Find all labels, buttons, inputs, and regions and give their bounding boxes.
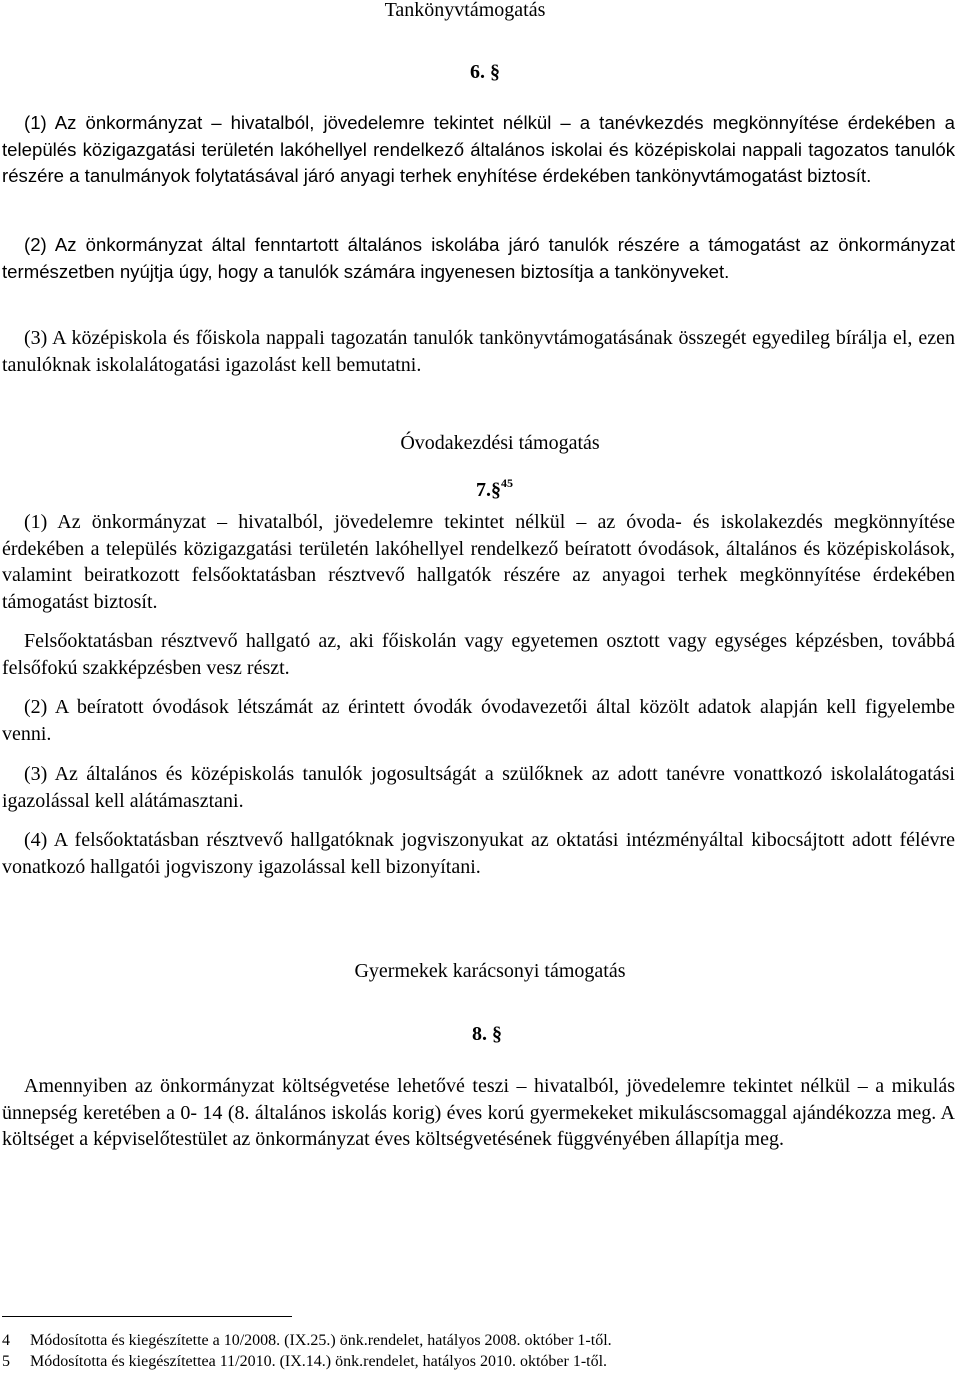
section-8-heading (472, 1021, 502, 1047)
footnote-divider (2, 1316, 292, 1317)
section-6-paragraph-1 (2, 110, 955, 190)
footnote-5 (2, 1352, 607, 1372)
section-7-paragraph-3 (2, 761, 955, 814)
section-number: 8. (472, 1023, 487, 1045)
footnote-text: Módosította és kiegészítette a 10/2008. (IX.25.) önk.rendelet, hatályos 2008. október 1-től. (30, 1332, 612, 1349)
paragraph-text: (3) A középiskola és főiskola nappali tagozatán tanulók tankönyvtámogatásának összegét egyedileg bírálja el, ezen tanulóknak iskolalátogatási igazolást kell bemutatni. (2, 327, 955, 376)
section-sign: § (491, 479, 501, 501)
paragraph-text: (2) Az önkormányzat által fenntartott általános iskolába járó tanulók részére a támogatást az önkormányzat természetben nyújtja úgy, hogy a tanulók számára ingyenesen biztosítja a tankönyveket. (2, 234, 955, 282)
section-7-paragraph-4 (2, 827, 955, 880)
heading-gyermekek-karacsonyi-tamogatas: Gyermekek karácsonyi támogatás (354, 960, 626, 982)
paragraph-text: (1) Az önkormányzat – hivatalból, jövedelemre tekintet nélkül – a tanévkezdés megkönnyítése érdekében a település közigazgatási területén lakóhellyel rendelkező általános iskolai és középiskolai nappali tagozatos tanulók részére a tanulmányok folytatásával járó anyagi terhek enyhítése érdekében tankönyvtámogatást biztosít. (2, 112, 955, 186)
section-7-paragraph-1b (2, 628, 955, 681)
paragraph-text: (3) Az általános és középiskolás tanulók jogosultságát a szülőknek az adott tanévre vonattkozó iskolalátogatási igazolással kell alátámasztani. (2, 763, 955, 812)
footnote-text: Módosította és kiegészítettea 11/2010. (IX.14.) önk.rendelet, hatályos 2010. október 1-től. (30, 1353, 608, 1370)
section-7-paragraph-2 (2, 694, 955, 747)
paragraph-text: Amennyiben az önkormányzat költségvetése lehetővé teszi – hivatalból, jövedelemre tekintet nélkül – a mikulás ünnepség keretében a 0- 14 (8. általános iskolás korig) éves korú gyermekeket mikuláscsomaggal ajándékozza meg. A költséget a képviselőtestület az önkormányzat éves költségvetésének függvényében állapítja meg. (2, 1075, 955, 1150)
footnote-ref: 45 (501, 476, 513, 490)
section-sign: § (492, 1023, 502, 1045)
section-number: 6. (470, 61, 485, 83)
section-6-heading (470, 59, 500, 85)
paragraph-text: (4) A felsőoktatásban résztvevő hallgatóknak jogviszonyukat az oktatási intézményáltal kibocsájtott adott félévre vonatkozó hallgatói jogviszony igazolással kell bizonyítani. (2, 829, 955, 878)
paragraph-text: Felsőoktatásban résztvevő hallgató az, aki főiskolán vagy egyetemen osztott vagy egységes képzésben, továbbá felsőfokú szakképzésben vesz részt. (2, 630, 955, 679)
section-6-paragraph-2 (2, 232, 955, 285)
section-6-paragraph-3 (2, 325, 955, 378)
section-7-paragraph-1 (2, 509, 955, 615)
paragraph-text: (1) Az önkormányzat – hivatalból, jövedelemre tekintet nélkül – az óvoda- és iskolakezdés megkönnyítése érdekében a település közigazgatási területén lakóhellyel rendelkező beíratott óvodások, általános és középiskolások, valamint beiratkozott felsőoktatásban résztvevő hallgatók részére az anyagoi terhek megkönnyítése érdekében támogatást biztosít. (2, 511, 955, 613)
heading-ovodakezdesi-tamogatas: Óvodakezdési támogatás (400, 432, 600, 454)
section-7-heading (476, 470, 513, 503)
section-8-paragraph-1 (2, 1073, 955, 1153)
section-sign: § (490, 61, 500, 83)
section-number: 7. (476, 479, 491, 501)
heading-tankonyvtamogatas: Tankönyvtámogatás (384, 0, 546, 21)
footnote-4 (2, 1331, 612, 1351)
footnote-number: 5 (2, 1353, 10, 1370)
footnote-number: 4 (2, 1332, 10, 1349)
paragraph-text: (2) A beíratott óvodások létszámát az érintett óvodák óvodavezetői által közölt adatok alapján kell figyelembe venni. (2, 696, 955, 745)
